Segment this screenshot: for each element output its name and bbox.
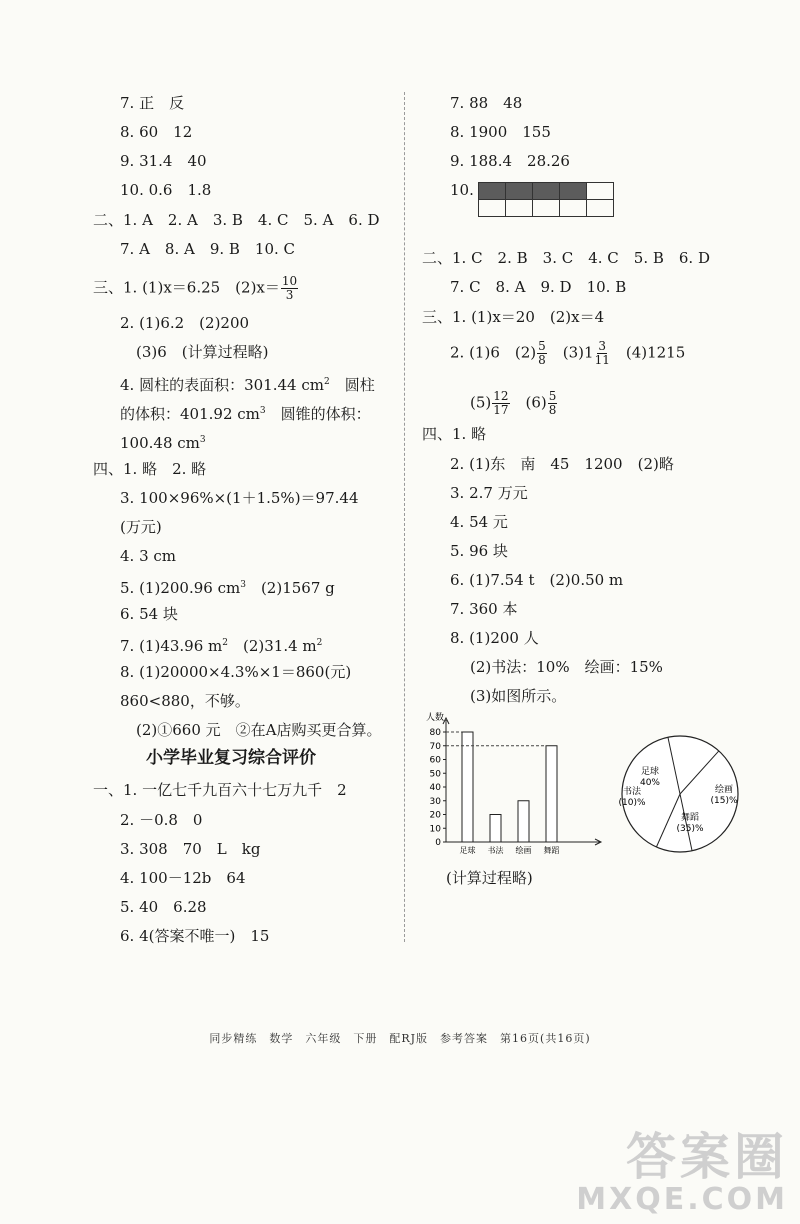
answer-line: 8. (1)20000×4.3%×1＝860(元) bbox=[120, 663, 352, 681]
pie-slice-label: 足球 bbox=[640, 767, 660, 777]
answer-text: 圆锥的体积： bbox=[265, 405, 371, 423]
bar bbox=[546, 746, 557, 842]
watermark-main: 答案圈 bbox=[626, 1128, 788, 1186]
grid-cell bbox=[586, 182, 614, 200]
x-tick-label: 书法 bbox=[487, 846, 504, 855]
answer-line: 4. 3 cm bbox=[120, 547, 177, 565]
answer-text: (2)1567 g bbox=[245, 579, 335, 597]
answer-line: 9. 31.4 40 bbox=[120, 152, 207, 170]
answer-line: 3. 2.7 万元 bbox=[450, 484, 528, 502]
answer-text: 的体积：401.92 cm bbox=[120, 405, 260, 423]
answer-line: 6. (1)7.54 t (2)0.50 m bbox=[450, 571, 624, 589]
answer-line: 2. (1)东 南 45 1200 (2)略 bbox=[450, 455, 674, 473]
denominator: 8 bbox=[548, 403, 557, 417]
answer-line: 8. 1900 155 bbox=[450, 123, 551, 141]
grid-cell bbox=[532, 199, 560, 217]
answer-text: (5) bbox=[470, 393, 492, 412]
pie-slice-percent: (15)% bbox=[710, 796, 738, 806]
answer-line: (3)如图所示。 bbox=[470, 687, 567, 705]
answer-line bbox=[120, 633, 322, 656]
answer-line: 二、1. A 2. A 3. B 4. C 5. A 6. D bbox=[93, 211, 380, 229]
numerator: 5 bbox=[538, 339, 546, 353]
numerator: 10 bbox=[281, 274, 298, 288]
grid-cell bbox=[586, 199, 614, 217]
answer-line bbox=[470, 390, 558, 417]
answer-text: 三、1. (1)x＝6.25 (2)x＝ bbox=[93, 278, 280, 297]
answer-line: 5. 40 6.28 bbox=[120, 898, 207, 916]
answer-line bbox=[120, 401, 371, 424]
answer-line: 2. (1)6.2 (2)200 bbox=[120, 314, 250, 332]
fraction bbox=[281, 275, 298, 302]
page-footer: 同步精练 数学 六年级 下册 配RJ版 参考答案 第16页(共16页) bbox=[209, 1032, 591, 1045]
answer-line: 7. 360 本 bbox=[450, 600, 518, 618]
x-tick-label: 绘画 bbox=[515, 846, 532, 855]
answer-line: 7. C 8. A 9. D 10. B bbox=[450, 278, 627, 296]
bar-chart bbox=[420, 712, 610, 862]
answer-line: 3. 100×96%×(1＋1.5%)＝97.44 bbox=[120, 489, 359, 507]
answer-line: 2. －0.8 0 bbox=[120, 811, 203, 829]
watermark-sub: MXQE.COM bbox=[576, 1182, 788, 1217]
fraction bbox=[548, 390, 558, 417]
y-tick-label: 70 bbox=[429, 741, 441, 752]
exponent: 3 bbox=[199, 435, 206, 445]
numerator: 3 bbox=[598, 339, 607, 353]
bar bbox=[490, 815, 501, 843]
fraction bbox=[595, 340, 610, 367]
answer-line: 4. 54 元 bbox=[450, 513, 508, 531]
answer-line: 7. A 8. A 9. B 10. C bbox=[120, 240, 296, 258]
exponent: 3 bbox=[240, 580, 246, 590]
grid-cell bbox=[559, 199, 587, 217]
answer-line bbox=[93, 275, 299, 302]
x-tick-label: 舞蹈 bbox=[543, 846, 560, 855]
answer-line: 四、1. 略 2. 略 bbox=[93, 460, 207, 478]
y-tick-label: 30 bbox=[429, 796, 441, 807]
grid-cell bbox=[478, 182, 506, 200]
y-tick-label: 10 bbox=[429, 824, 441, 835]
answer-line: 8. 60 12 bbox=[120, 123, 193, 141]
pie-slice-label: 书法 bbox=[622, 787, 642, 797]
shaded-grid bbox=[478, 182, 618, 238]
grid-cell bbox=[559, 182, 587, 200]
denominator: 8 bbox=[538, 353, 546, 367]
fraction bbox=[492, 390, 509, 417]
answer-line: 一、1. 一亿七千九百六十七万九千 2 bbox=[93, 781, 347, 799]
answer-text: (4)1215 bbox=[610, 343, 686, 362]
answer-line: 3. 308 70 L kg bbox=[120, 840, 261, 858]
denominator: 11 bbox=[594, 353, 610, 367]
answer-line: 10. bbox=[450, 181, 474, 199]
answer-line: (计算过程略) bbox=[446, 869, 533, 887]
pie-slice-percent: (10)% bbox=[618, 798, 646, 808]
y-tick-label: 80 bbox=[429, 728, 441, 738]
answer-line: 860<880，不够。 bbox=[120, 692, 250, 710]
answer-line: 四、1. 略 bbox=[422, 425, 487, 443]
answer-line: (2)①660 元 ②在A店购买更合算。 bbox=[136, 721, 382, 739]
answer-text: (2)31.4 m bbox=[228, 637, 317, 655]
answer-text: 2. (1)6 (2) bbox=[450, 343, 537, 362]
bar bbox=[462, 732, 473, 842]
answer-line bbox=[120, 575, 335, 598]
answer-line: 二、1. C 2. B 3. C 4. C 5. B 6. D bbox=[422, 249, 710, 267]
grid-cell bbox=[478, 199, 506, 217]
answer-line bbox=[120, 372, 375, 395]
exponent: 2 bbox=[316, 638, 323, 648]
answer-text: 圆柱 bbox=[329, 376, 375, 394]
y-tick-label: 0 bbox=[435, 838, 441, 848]
watermark-logo bbox=[576, 1130, 788, 1216]
answer-text: (3)1 bbox=[547, 343, 594, 362]
y-axis-label: 人数 bbox=[426, 713, 445, 723]
pie-chart bbox=[598, 732, 778, 862]
answer-line: 三、1. (1)x＝20 (2)x＝4 bbox=[422, 308, 605, 326]
y-tick-label: 60 bbox=[429, 755, 441, 766]
fraction bbox=[537, 340, 547, 367]
answer-line: 10. 0.6 1.8 bbox=[120, 181, 212, 199]
answer-line: 8. (1)200 人 bbox=[450, 629, 539, 647]
exponent: 3 bbox=[259, 406, 266, 416]
denominator: 3 bbox=[285, 288, 294, 302]
grid-cell bbox=[532, 182, 560, 200]
answer-line: 6. 54 块 bbox=[120, 605, 178, 623]
grid-cell bbox=[505, 199, 533, 217]
x-tick-label: 足球 bbox=[459, 846, 476, 855]
answer-line: 7. 88 48 bbox=[450, 94, 523, 112]
answer-text: 7. (1)43.96 m bbox=[120, 637, 223, 655]
answer-line bbox=[450, 340, 685, 367]
answer-line: 6. 4(答案不唯一) 15 bbox=[120, 927, 270, 945]
y-tick-label: 20 bbox=[429, 810, 441, 821]
pie-slice-percent: (35)% bbox=[676, 824, 704, 834]
answer-text: 100.48 cm bbox=[120, 434, 200, 452]
answer-text: 5. (1)200.96 cm bbox=[120, 579, 241, 597]
answer-text: (6) bbox=[510, 393, 547, 412]
grid-cell bbox=[505, 182, 533, 200]
pie-slice-label: 舞蹈 bbox=[680, 813, 700, 823]
answer-text: 4. 圆柱的表面积：301.44 cm bbox=[120, 376, 324, 394]
numerator: 12 bbox=[493, 389, 509, 403]
exponent: 2 bbox=[323, 377, 330, 387]
answer-line: (万元) bbox=[120, 518, 162, 536]
y-tick-label: 40 bbox=[429, 783, 441, 793]
section-title: 小学毕业复习综合评价 bbox=[146, 748, 316, 768]
bar bbox=[518, 801, 529, 842]
exponent: 2 bbox=[222, 638, 228, 648]
answer-line: (2)书法：10% 绘画：15% bbox=[470, 658, 663, 676]
numerator: 5 bbox=[548, 389, 557, 403]
answer-line: (3)6 (计算过程略) bbox=[136, 343, 269, 361]
answer-line: 4. 100－12b 64 bbox=[120, 869, 246, 887]
answer-line: 9. 188.4 28.26 bbox=[450, 152, 570, 170]
answer-line bbox=[120, 430, 206, 453]
denominator: 17 bbox=[493, 403, 509, 417]
answer-line: 7. 正 反 bbox=[120, 94, 185, 112]
pie-slice-percent: 40% bbox=[639, 778, 661, 788]
column-divider bbox=[404, 92, 405, 942]
answer-line: 5. 96 块 bbox=[450, 542, 508, 560]
pie-slice-label: 绘画 bbox=[714, 785, 734, 795]
y-tick-label: 50 bbox=[429, 769, 441, 780]
